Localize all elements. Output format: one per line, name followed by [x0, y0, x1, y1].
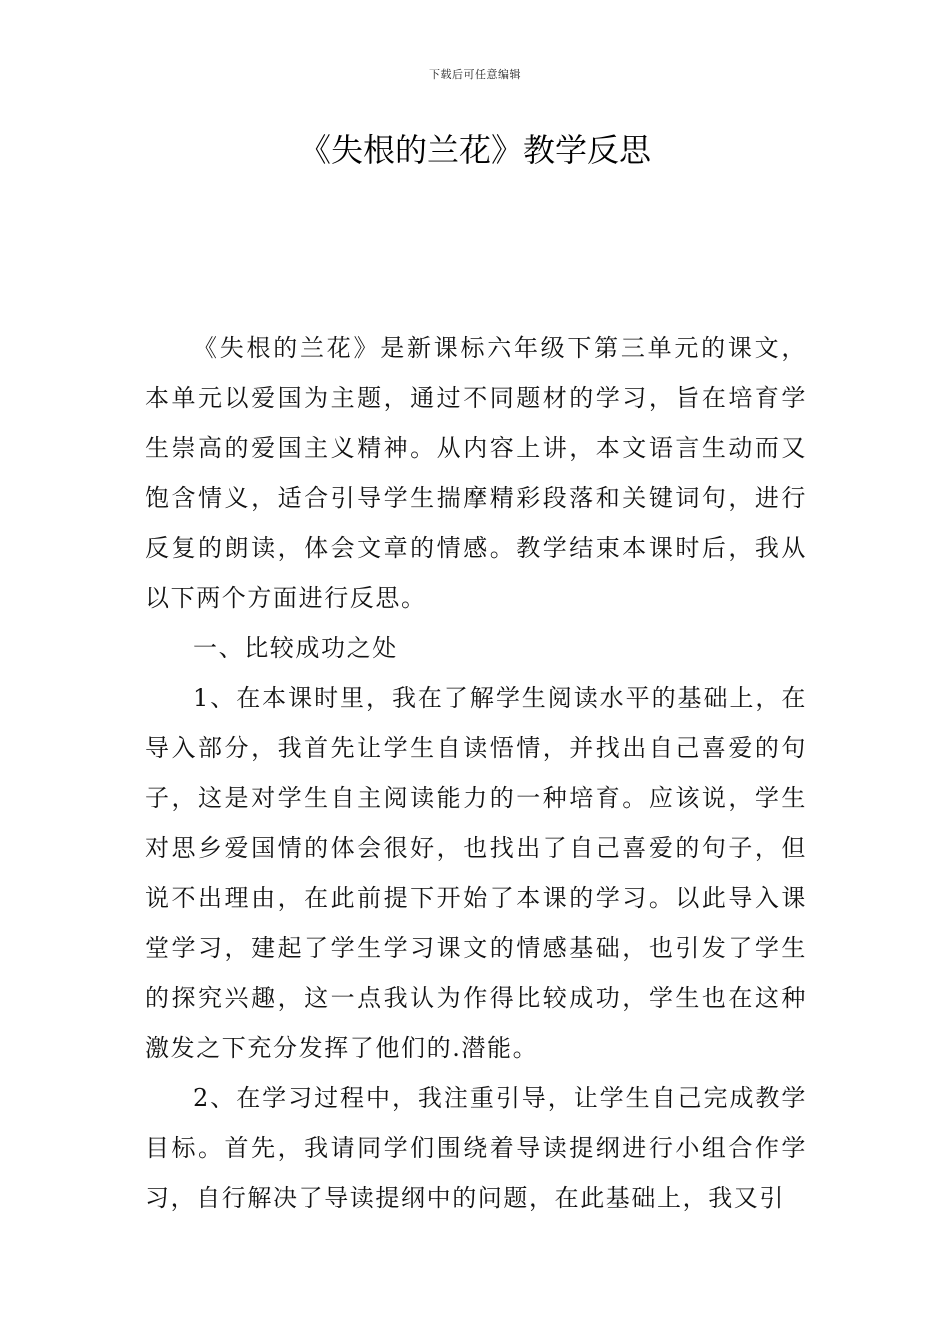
- paragraph-intro: 《失根的兰花》是新课标六年级下第三单元的课文，本单元以爱国为主题，通过不同题材的学习，旨在培育学生崇高的爱国主义精神。从内容上讲，本文语言生动而又饱含情义，适合引导学生揣摩精彩段落和关键词句，进行反复的朗读，体会文章的情感。教学结束本课时后，我从以下两个方面进行反思。: [145, 334, 807, 612]
- paragraph-point-2: 2、在学习过程中，我注重引导，让学生自己完成教学目标。首先，我请同学们围绕着导读提纲进行小组合作学习，自行解决了导读提纲中的问题，在此基础上，我又引: [145, 1084, 807, 1212]
- document-body: [145, 323, 807, 1223]
- document-title: 《失根的兰花》教学反思: [298, 131, 651, 169]
- section-heading: 一、比较成功之处: [193, 634, 398, 662]
- header-note: 下载后可任意编辑: [429, 68, 521, 81]
- paragraph-point-1: 1、在本课时里，我在了解学生阅读水平的基础上，在导入部分，我首先让学生自读悟情，并找出自己喜爱的句子，这是对学生自主阅读能力的一种培育。应该说，学生对思乡爱国情的体会很好，也找出了自己喜爱的句子，但说不出理由，在此前提下开始了本课的学习。以此导入课堂学习，建起了学生学习课文的情感基础，也引发了学生的探究兴趣，这一点我认为作得比较成功，学生也在这种激发之下充分发挥了他们的.潜能。: [145, 684, 807, 1062]
